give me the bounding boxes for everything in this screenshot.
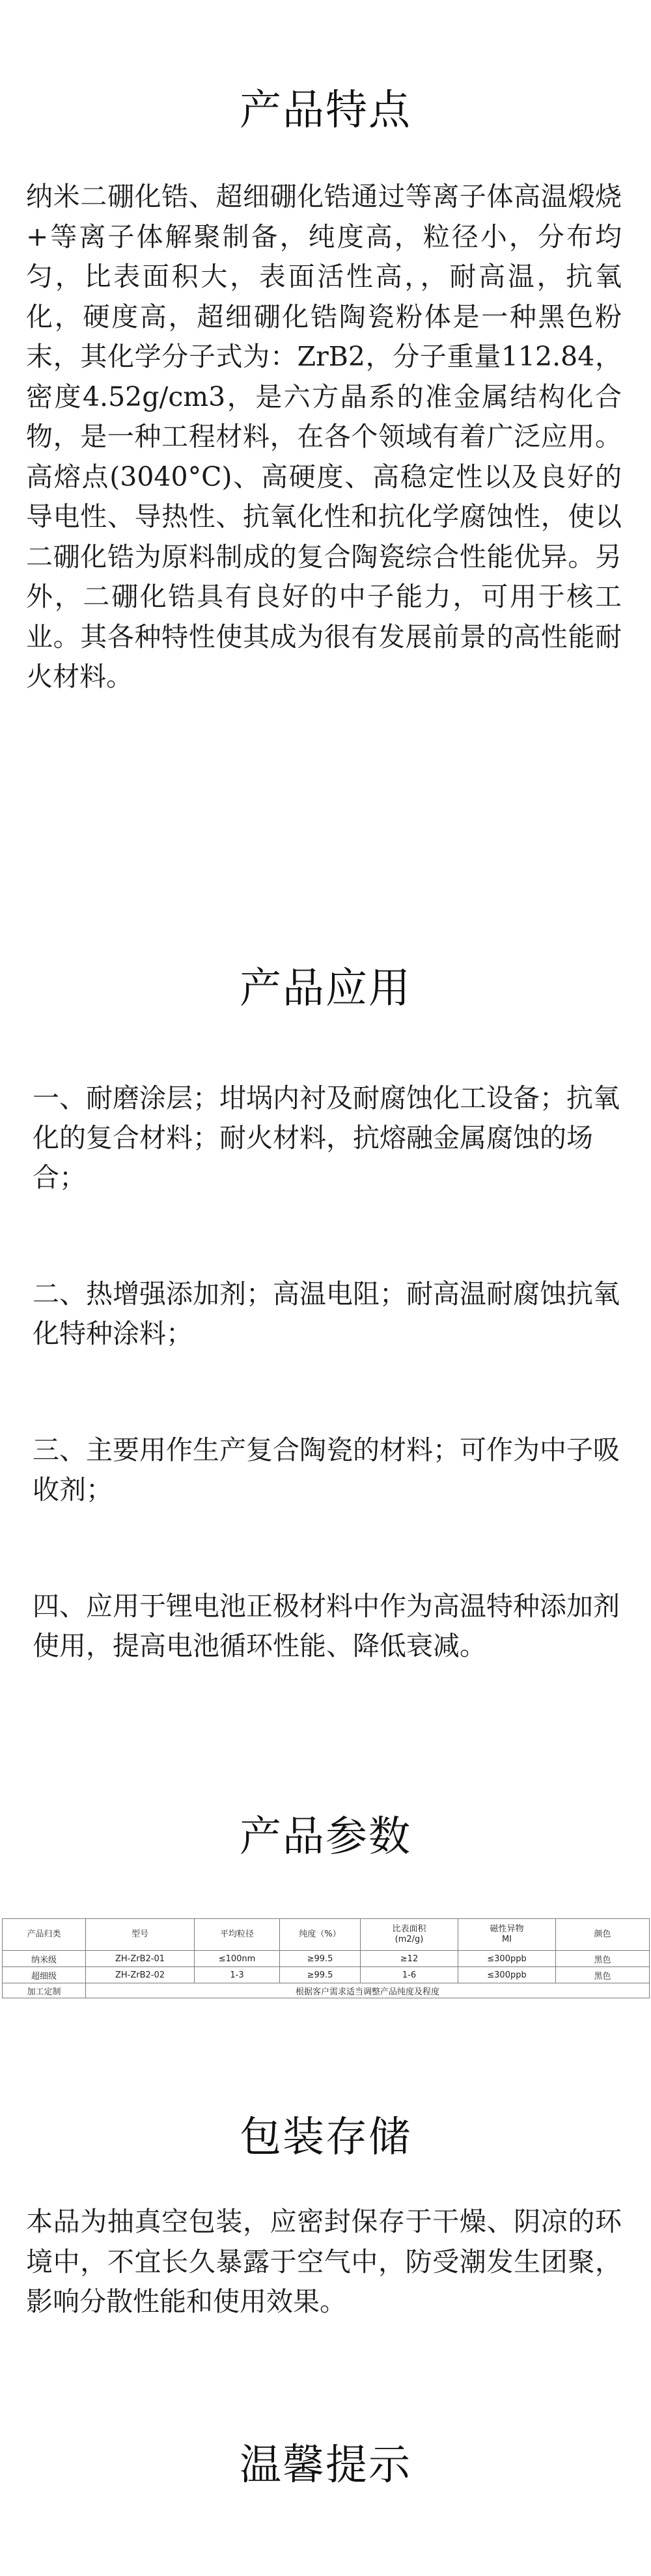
custom-text: 根据客户需求适当调整产品纯度及程度 xyxy=(86,1983,650,1998)
features-title: 产品特点 xyxy=(240,87,411,135)
table-cell: 黑色 xyxy=(556,1951,650,1967)
features-text: 纳米二硼化锆、超细硼化锆通过等离子体高温煅烧+等离子体解聚制备，纯度高，粒径小，分布均匀，比表面积大，表面活性高，，耐高温，抗氧化，硬度高，超细硼化锆陶瓷粉体是一种黑色粉末，其化学分子式为：ZrB2，分子重量112.84，密度4.52g/cm3，是六方晶系的准金属结构化合物，是一种工程材料，在各个领域有着广泛应用。高熔点(3040°C)、高硬度、高稳定性以及良好的导电性、导热性、抗氧化性和抗化学腐蚀性，使以二硼化锆为原料制成的复合陶瓷综合性能优异。另外，二硼化锆具有良好的中子能力，可用于核工业。其各种特性使其成为很有发展前景的高性能耐火材料。 xyxy=(26,181,622,692)
header-particle-size: 平均粒径 xyxy=(195,1919,280,1951)
table-cell: ZH-ZrB2-01 xyxy=(86,1951,195,1967)
storage-title: 包装存储 xyxy=(240,2113,411,2162)
applications-title: 产品应用 xyxy=(240,965,411,1013)
table-cell: ≥12 xyxy=(361,1951,458,1967)
application-item-3: 三、主要用作生产复合陶瓷的材料；可作为中子吸收剂； xyxy=(33,1434,620,1505)
header-category: 产品归类 xyxy=(3,1919,86,1951)
header-purity: 纯度（%） xyxy=(280,1919,361,1951)
custom-label: 加工定制 xyxy=(3,1983,86,1998)
table-row xyxy=(3,1951,650,1967)
table-cell: ≤300ppb xyxy=(458,1951,556,1967)
table-cell: ≤100nm xyxy=(195,1951,280,1967)
table-cell: 黑色 xyxy=(556,1967,650,1983)
header-magnetic-impurity: 磁性异物 MI xyxy=(458,1919,556,1951)
application-item-1: 一、耐磨涂层；坩埚内衬及耐腐蚀化工设备；抗氧化的复合材料；耐火材料，抗熔融金属腐蚀的场合； xyxy=(33,1082,620,1193)
header-surface-area: 比表面积 (m2/g) xyxy=(361,1919,458,1951)
table-cell: ≤300ppb xyxy=(458,1967,556,1983)
header-model: 型号 xyxy=(86,1919,195,1951)
parameters-title: 产品参数 xyxy=(240,1813,411,1861)
table-cell: ZH-ZrB2-02 xyxy=(86,1967,195,1983)
header-color: 颜色 xyxy=(556,1919,650,1951)
applications-list xyxy=(33,1079,622,1743)
table-cell: 1-3 xyxy=(195,1967,280,1983)
parameters-table xyxy=(2,1918,649,1996)
table-cell: ≥99.5 xyxy=(280,1951,361,1967)
tips-title: 温馨提示 xyxy=(240,2441,411,2489)
table-cell: 纳米级 xyxy=(3,1951,86,1967)
table-cell: 1-6 xyxy=(361,1967,458,1983)
storage-text: 本品为抽真空包装，应密封保存于干燥、阴凉的环境中，不宜长久暴露于空气中，防受潮发生团聚，影响分散性能和使用效果。 xyxy=(26,2206,622,2317)
application-item-4: 四、应用于锂电池正极材料中作为高温特种添加剂使用，提高电池循环性能、降低衰减。 xyxy=(33,1590,620,1661)
table-row xyxy=(3,1967,650,1983)
table-header-row xyxy=(3,1919,650,1951)
table-row-custom xyxy=(3,1983,650,1998)
table-cell: 超细级 xyxy=(3,1967,86,1983)
application-item-2: 二、热增强添加剂；高温电阻；耐高温耐腐蚀抗氧化特种涂料； xyxy=(33,1278,620,1349)
table-cell: ≥99.5 xyxy=(280,1967,361,1983)
